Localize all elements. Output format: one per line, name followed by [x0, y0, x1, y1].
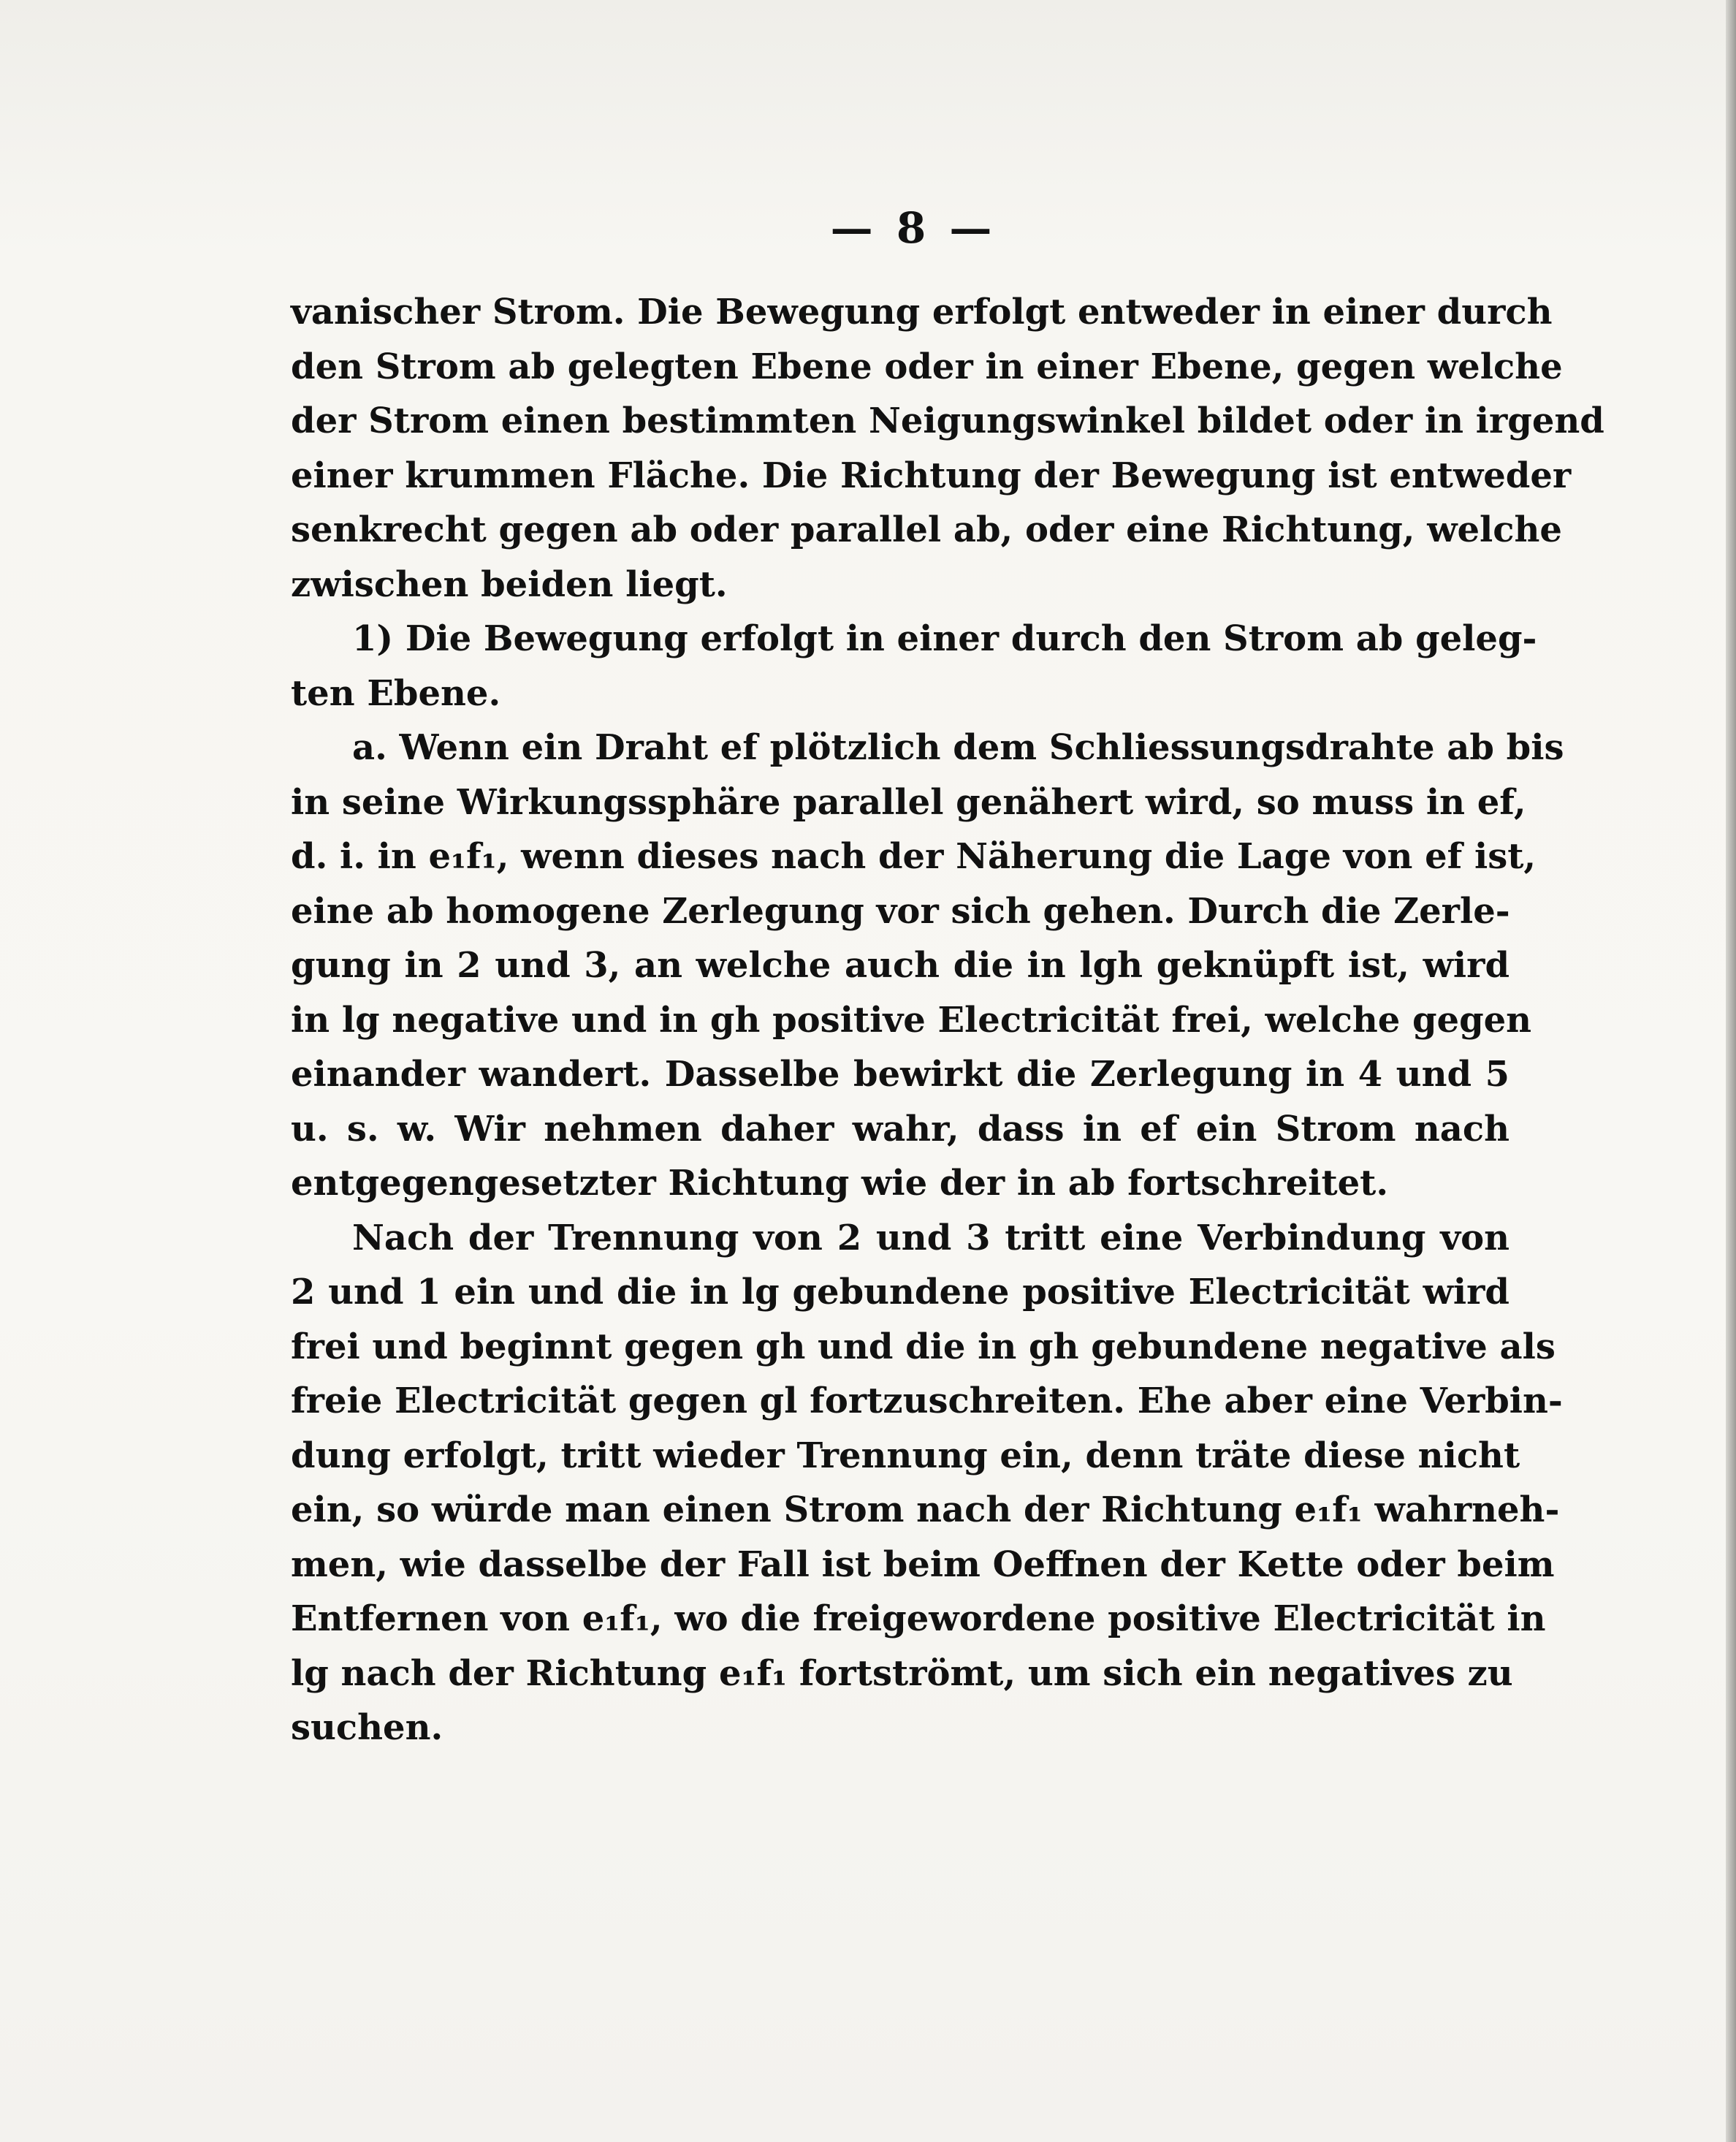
text-line: dung erfolgt, tritt wieder Trennung ein, denn träte diese nicht: [291, 1435, 1520, 1476]
text-line: in seine Wirkungssphäre parallel genähert wird, so muss in ef,: [291, 781, 1526, 823]
text-line: zwischen beiden liegt.: [291, 563, 728, 605]
text-line: ten Ebene.: [291, 672, 501, 714]
text-line: frei und beginnt gegen gh und die in gh gebundene negative als: [291, 1326, 1556, 1367]
text-line: lg nach der Richtung e₁f₁ fortströmt, um sich ein negatives zu: [291, 1652, 1513, 1694]
text-line: senkrecht gegen ab oder parallel ab, oder eine Richtung, welche: [291, 509, 1562, 550]
text-line: d. i. in e₁f₁, wenn dieses nach der Näherung die Lage von ef ist,: [291, 836, 1537, 877]
text-line: der Strom einen bestimmten Neigungswinkel bildet oder in irgend: [291, 400, 1604, 441]
body-text: [291, 285, 1604, 1755]
text-line: eine ab homogene Zerlegung vor sich gehen. Durch die Zerle-: [291, 890, 1510, 932]
page-number: — 8 —: [830, 203, 997, 253]
text-line: entgegengesetzter Richtung wie der in ab fortschreitet.: [291, 1163, 1389, 1204]
text-line: Nach der Trennung von 2 und 3 tritt eine Verbindung von: [352, 1217, 1510, 1258]
text-line: den Strom ab gelegten Ebene oder in einer Ebene, gegen welche: [291, 346, 1563, 387]
text-line: vanischer Strom. Die Bewegung erfolgt entweder in einer durch: [291, 292, 1553, 333]
text-line: 1) Die Bewegung erfolgt in einer durch den Strom ab geleg-: [352, 618, 1537, 659]
text-line: in lg negative und in gh positive Electricität frei, welche gegen: [291, 999, 1532, 1041]
text-line: suchen.: [291, 1707, 443, 1748]
text-line: einer krummen Fläche. Die Richtung der Bewegung ist entweder: [291, 455, 1572, 496]
text-line: Entfernen von e₁f₁, wo die freigewordene positive Electricität in: [291, 1598, 1546, 1639]
text-line: ein, so würde man einen Strom nach der Richtung e₁f₁ wahrneh-: [291, 1489, 1560, 1530]
text-line: men, wie dasselbe der Fall ist beim Oeffnen der Kette oder beim: [291, 1543, 1555, 1585]
text-line: gung in 2 und 3, an welche auch die in lgh geknüpft ist, wird: [291, 945, 1510, 986]
text-line: u. s. w. Wir nehmen daher wahr, dass in ef ein Strom nach: [291, 1108, 1510, 1150]
text-line: 2 und 1 ein und die in lg gebundene positive Electricität wird: [291, 1272, 1510, 1313]
text-line: freie Electricität gegen gl fortzuschreiten. Ehe aber eine Verbin-: [291, 1380, 1563, 1421]
text-line: einander wandert. Dasselbe bewirkt die Zerlegung in 4 und 5: [291, 1054, 1510, 1095]
text-line: a. Wenn ein Draht ef plötzlich dem Schliessungsdrahte ab bis: [352, 727, 1564, 768]
page-edge-shadow: [1726, 0, 1736, 2142]
